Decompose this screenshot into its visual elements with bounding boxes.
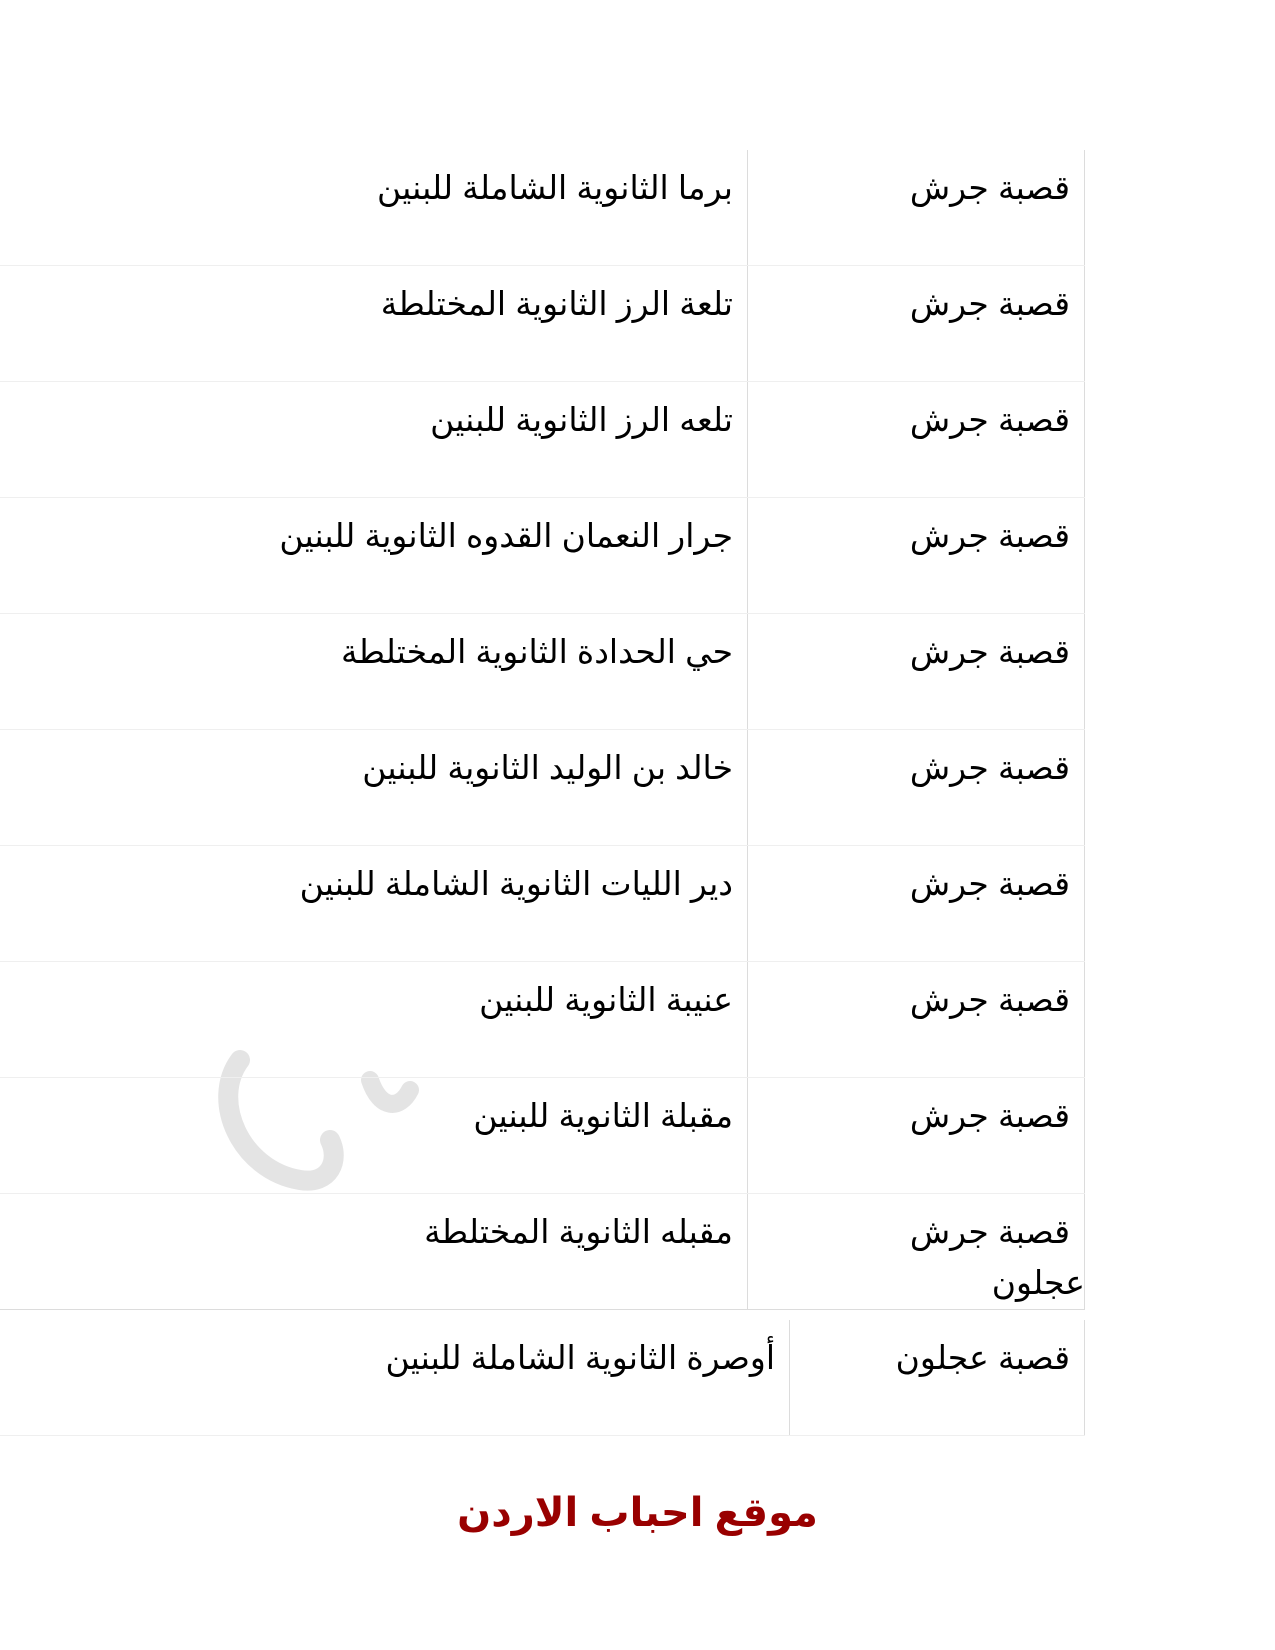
district-cell: قصبة جرش [748,266,1085,382]
school-cell: مقبلة الثانوية للبنين [0,1078,748,1194]
table-row [0,962,1085,1078]
table-row [0,1078,1085,1194]
jerash-schools-table [0,150,1085,1310]
district-cell: قصبة جرش [748,498,1085,614]
district-cell: قصبة جرش [748,730,1085,846]
district-cell: قصبة جرش [748,962,1085,1078]
district-cell: قصبة جرش [748,150,1085,266]
district-cell: قصبة جرش [748,1078,1085,1194]
table-row [0,498,1085,614]
district-cell: قصبة جرش [748,846,1085,962]
district-cell: قصبة عجلون [790,1320,1085,1436]
table-row [0,730,1085,846]
school-cell: حي الحدادة الثانوية المختلطة [0,614,748,730]
school-cell: دير الليات الثانوية الشاملة للبنين [0,846,748,962]
school-cell: تلعه الرز الثانوية للبنين [0,382,748,498]
school-cell: عنيبة الثانوية للبنين [0,962,748,1078]
table-row [0,614,1085,730]
ajloun-schools-table [0,1320,1085,1436]
district-cell: قصبة جرش [748,614,1085,730]
section-title-ajloun: عجلون [991,1264,1085,1301]
school-cell: جرار النعمان القدوه الثانوية للبنين [0,498,748,614]
table-row [0,382,1085,498]
school-cell: برما الثانوية الشاملة للبنين [0,150,748,266]
district-cell: قصبة جرش [748,1194,1085,1310]
table-row [0,1320,1085,1436]
school-cell: خالد بن الوليد الثانوية للبنين [0,730,748,846]
school-cell: مقبله الثانوية المختلطة [0,1194,748,1310]
district-cell: قصبة جرش [748,382,1085,498]
table-row [0,266,1085,382]
footer-site-name: موقع احباب الاردن [457,1491,818,1535]
table-row [0,846,1085,962]
table-row [0,150,1085,266]
table-row [0,1194,1085,1310]
school-cell: تلعة الرز الثانوية المختلطة [0,266,748,382]
school-cell: أوصرة الثانوية الشاملة للبنين [0,1320,790,1436]
